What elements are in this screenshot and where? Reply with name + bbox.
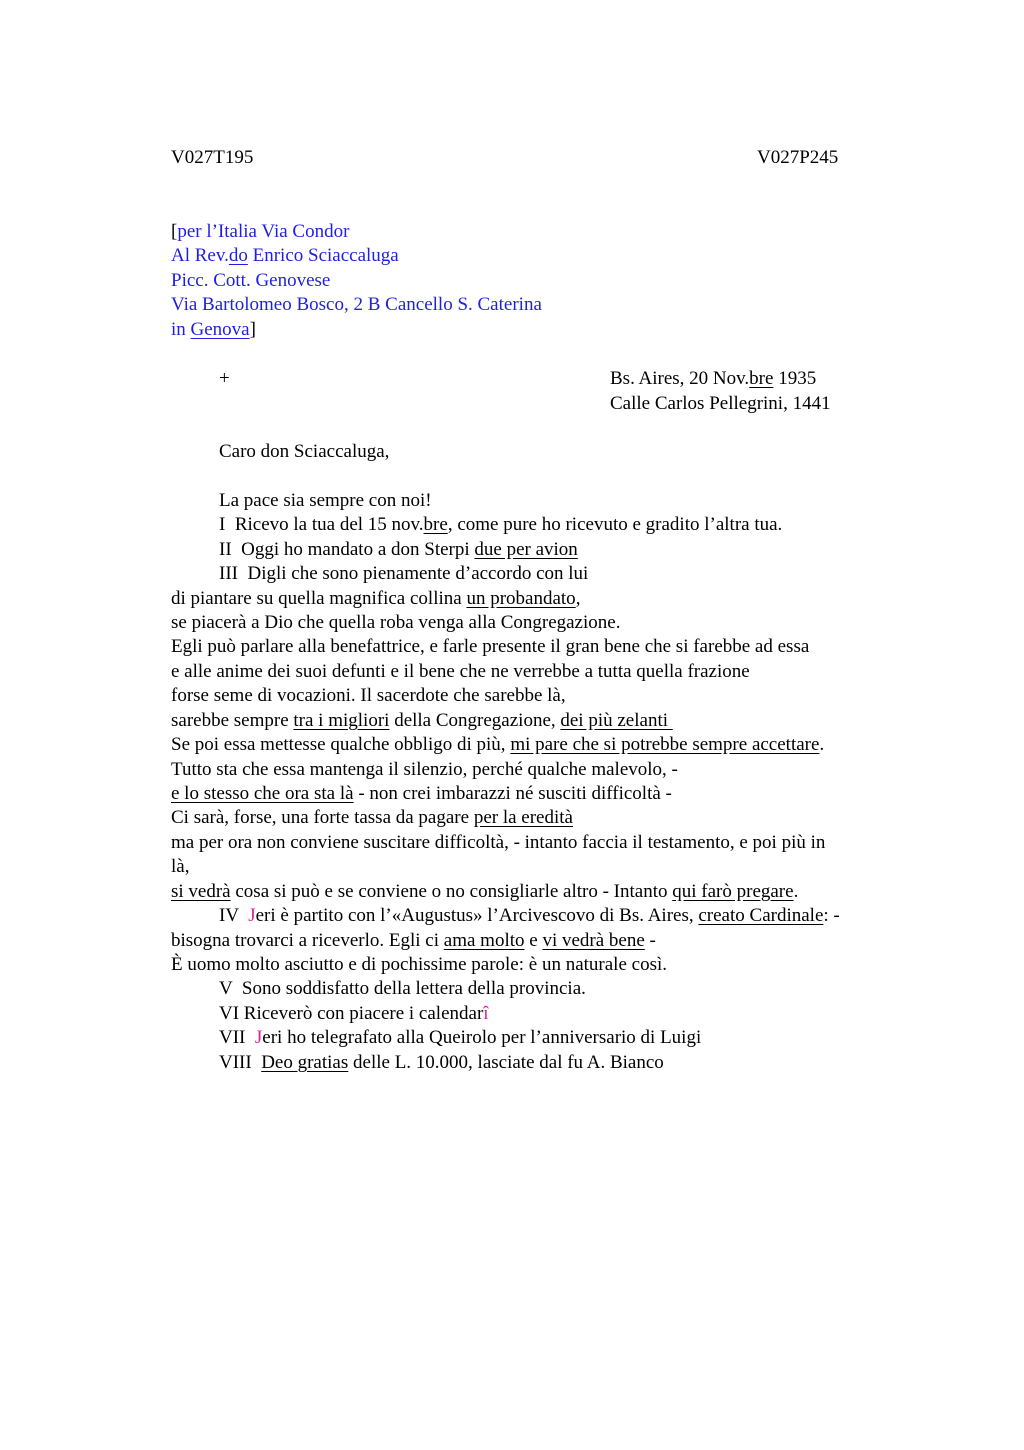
- body-line: VIII Deo gratias delle L. 10.000, lasciate dal fu A. Bianco: [219, 1052, 664, 1073]
- body-line: Ci sarà, forse, una forte tassa da pagare per la eredità: [171, 807, 573, 828]
- address-line-3: Picc. Cott. Genovese: [171, 270, 331, 291]
- body-line: II Oggi ho mandato a don Sterpi due per avion: [219, 539, 578, 560]
- body-line: La pace sia sempre con noi!: [219, 490, 432, 511]
- body-line: e alle anime dei suoi defunti e il bene che ne verrebbe a tutta quella frazione: [171, 661, 750, 682]
- body-line: forse seme di vocazioni. Il sacerdote che sarebbe là,: [171, 685, 566, 706]
- address-line-2: Al Rev.do Enrico Sciaccaluga: [171, 245, 399, 266]
- body-line: si vedrà cosa si può e se conviene o no consigliarle altro - Intanto qui farò pregare.: [171, 881, 799, 902]
- place-date: Bs. Aires, 20 Nov.bre 1935: [610, 368, 817, 389]
- body-line: di piantare su quella magnifica collina un probandato,: [171, 588, 581, 609]
- address-line-4: Via Bartolomeo Bosco, 2 B Cancello S. Caterina: [171, 294, 542, 315]
- body-line: là,: [171, 856, 190, 877]
- doc-code-left: V027T195: [171, 147, 254, 168]
- body-line: se piacerà a Dio che quella roba venga alla Congregazione.: [171, 612, 621, 633]
- body-line: bisogna trovarci a riceverlo. Egli ci ama molto e vi vedrà bene -: [171, 930, 656, 951]
- body-line: Egli può parlare alla benefattrice, e farle presente il gran bene che si farebbe ad essa: [171, 636, 810, 657]
- body-line: V Sono soddisfatto della lettera della provincia.: [219, 978, 586, 999]
- address-line-1: [per l’Italia Via Condor: [171, 221, 350, 242]
- doc-code-right: V027P245: [757, 147, 839, 168]
- salutation: Caro don Sciaccaluga,: [219, 441, 390, 462]
- body-line: Se poi essa mettesse qualche obbligo di più, mi pare che si potrebbe sempre accettare.: [171, 734, 825, 755]
- address-line-5: in Genova]: [171, 319, 256, 340]
- body-line: Tutto sta che essa mantenga il silenzio, perché qualche malevolo, -: [171, 759, 678, 780]
- body-line: IV Jeri è partito con l’«Augustus» l’Arcivescovo di Bs. Aires, creato Cardinale: -: [219, 905, 840, 926]
- body-line: sarebbe sempre tra i migliori della Congregazione, dei più zelanti: [171, 710, 673, 731]
- body-line: ma per ora non conviene suscitare difficoltà, - intanto faccia il testamento, e poi più in: [171, 832, 826, 853]
- body-line: e lo stesso che ora sta là - non crei imbarazzi né susciti difficoltà -: [171, 783, 672, 804]
- body-line: VI Riceverò con piacere i calendarî: [219, 1003, 489, 1024]
- body-line: III Digli che sono pienamente d’accordo con lui: [219, 563, 589, 584]
- cross-symbol: +: [219, 368, 230, 389]
- street-address: Calle Carlos Pellegrini, 1441: [610, 393, 831, 414]
- body-line: I Ricevo la tua del 15 nov.bre, come pure ho ricevuto e gradito l’altra tua.: [219, 514, 783, 535]
- body-line: È uomo molto asciutto e di pochissime parole: è un naturale così.: [171, 954, 667, 975]
- body-line: VII Jeri ho telegrafato alla Queirolo per l’anniversario di Luigi: [219, 1027, 702, 1048]
